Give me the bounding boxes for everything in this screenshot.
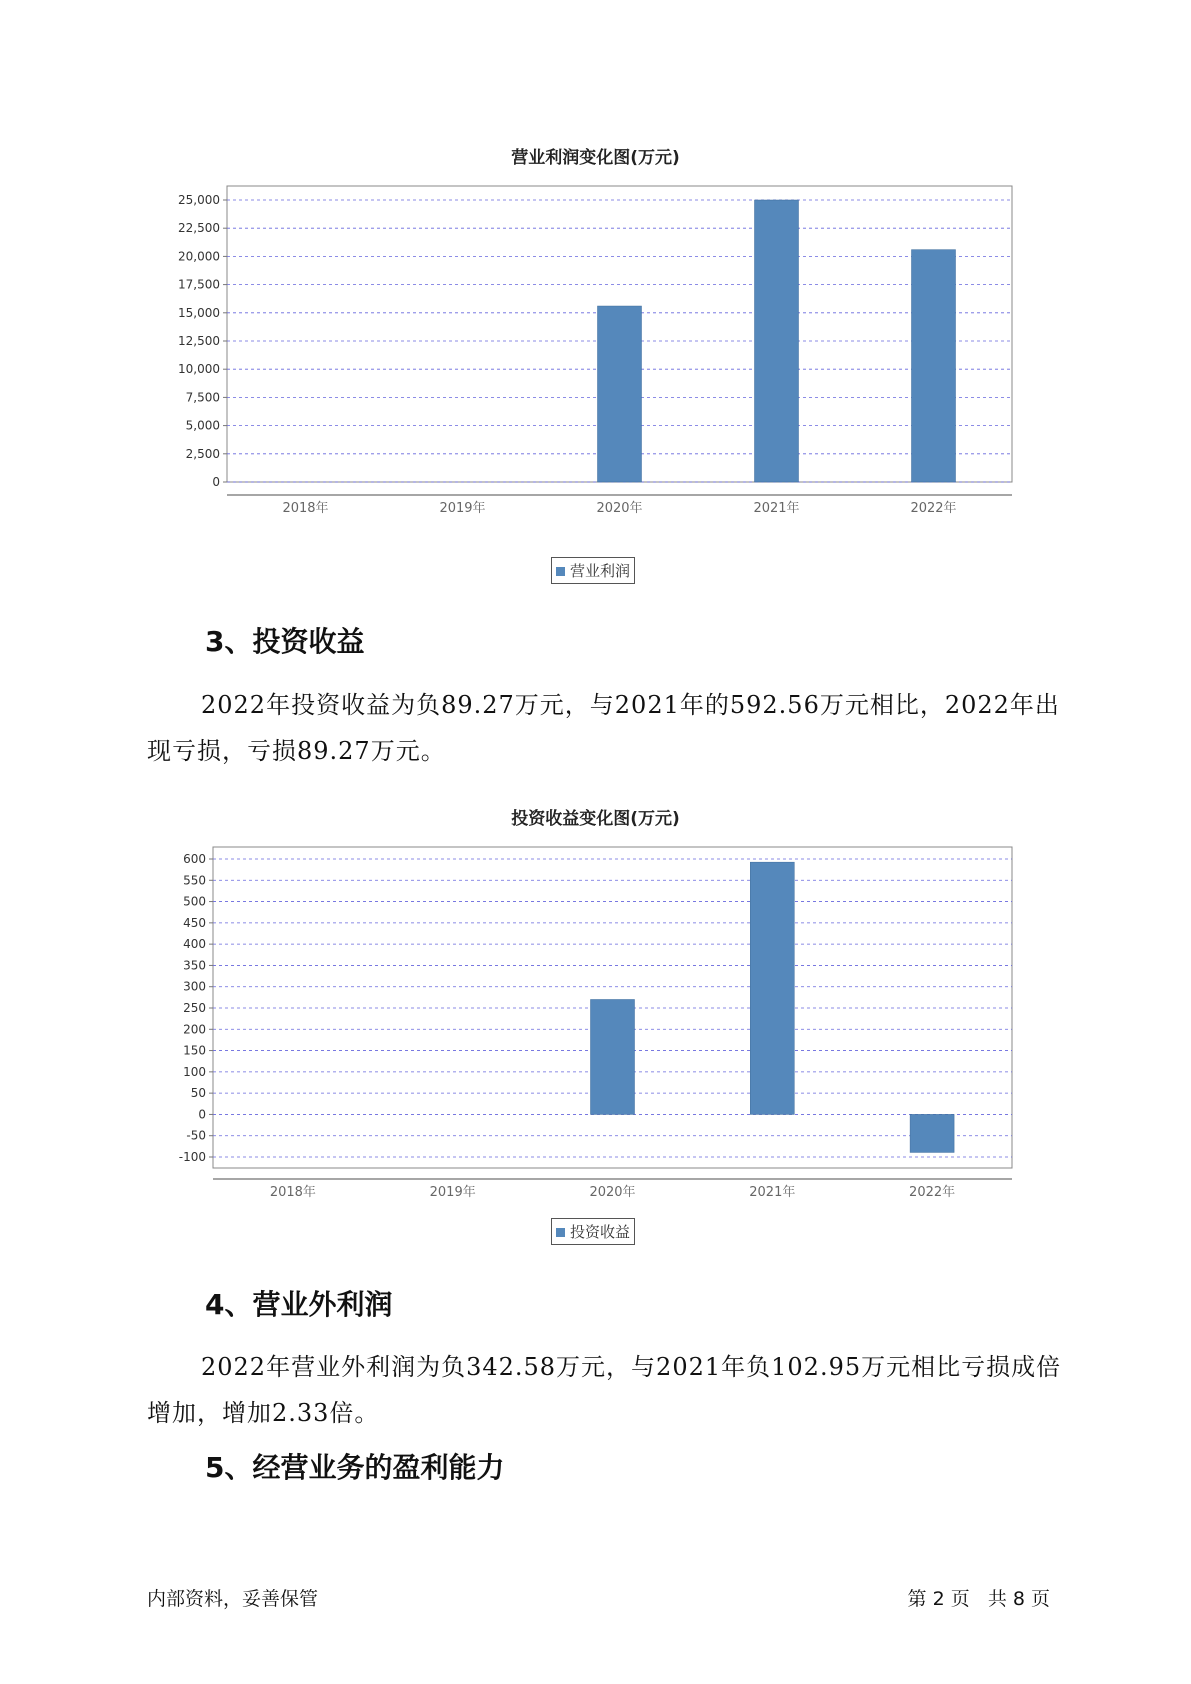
- y-tick-label: 17,500: [178, 277, 220, 292]
- investment-income-chart: [0, 835, 1191, 1200]
- legend-label: 投资收益: [570, 1223, 631, 1241]
- legend-swatch: [556, 1228, 565, 1237]
- y-tick-label: 250: [183, 1001, 206, 1015]
- y-tick-label: 15,000: [178, 305, 220, 320]
- y-tick-label: 12,500: [178, 334, 220, 348]
- bar: [750, 862, 794, 1114]
- y-tick-label: 25,000: [178, 193, 220, 207]
- y-tick-label: 2,500: [185, 446, 220, 461]
- x-tick-label: 2019年: [429, 1185, 476, 1200]
- y-tick-label: 22,500: [178, 221, 220, 236]
- x-tick-label: 2022年: [910, 501, 957, 516]
- y-tick-label: 400: [183, 937, 206, 952]
- y-tick-label: 150: [183, 1043, 206, 1058]
- x-tick-label: 2018年: [282, 501, 329, 516]
- y-tick-label: 10,000: [178, 362, 220, 377]
- x-tick-label: 2020年: [596, 501, 643, 516]
- y-tick-label: 300: [183, 979, 206, 994]
- legend-swatch: [556, 567, 565, 576]
- footer-page-number: 第 2 页 共 8 页: [907, 1588, 1050, 1610]
- chart1-title: 营业利润变化图(万元): [511, 148, 680, 168]
- y-tick-label: 500: [183, 894, 206, 909]
- section-3-heading: 3、投资收益: [205, 625, 365, 658]
- section-4-heading: 4、营业外利润: [205, 1288, 393, 1321]
- y-tick-label: -50: [186, 1128, 206, 1143]
- section-3-paragraph: 2022年投资收益为负89.27万元，与2021年的592.56万元相比，2022年出现亏损，亏损89.27万元。: [147, 691, 1060, 765]
- y-tick-label: 20,000: [178, 249, 220, 264]
- y-tick-label: 0: [198, 1107, 206, 1122]
- bar: [912, 250, 956, 482]
- bar: [598, 306, 642, 482]
- bar: [591, 999, 635, 1114]
- legend-label: 营业利润: [570, 562, 631, 580]
- bar: [910, 1114, 954, 1152]
- section-5-heading: 5、经营业务的盈利能力: [205, 1451, 505, 1484]
- y-tick-label: 7,500: [185, 390, 220, 405]
- y-tick-label: 450: [183, 915, 206, 930]
- y-tick-label: -100: [178, 1150, 206, 1164]
- y-tick-label: 100: [183, 1064, 206, 1079]
- y-tick-label: 200: [183, 1022, 206, 1037]
- y-tick-label: 0: [212, 475, 220, 489]
- x-tick-label: 2020年: [589, 1185, 636, 1200]
- y-tick-label: 600: [183, 852, 206, 866]
- bar: [755, 200, 799, 482]
- chart2-legend: [551, 1218, 635, 1245]
- chart1-legend: [551, 557, 635, 584]
- y-tick-label: 50: [190, 1086, 206, 1101]
- chart2-title: 投资收益变化图(万元): [511, 809, 680, 829]
- footer-confidential: 内部资料，妥善保管: [147, 1588, 319, 1610]
- operating-profit-chart: [0, 170, 1191, 520]
- y-tick-label: 350: [183, 958, 206, 973]
- x-tick-label: 2019年: [439, 501, 486, 516]
- section-4-paragraph: 2022年营业外利润为负342.58万元，与2021年负102.95万元相比亏损成倍增加，增加2.33倍。: [147, 1353, 1062, 1427]
- x-tick-label: 2021年: [753, 501, 800, 516]
- y-tick-label: 5,000: [185, 418, 220, 433]
- x-tick-label: 2021年: [749, 1185, 796, 1200]
- x-tick-label: 2022年: [909, 1185, 956, 1200]
- y-tick-label: 550: [183, 873, 206, 888]
- x-tick-label: 2018年: [269, 1185, 316, 1200]
